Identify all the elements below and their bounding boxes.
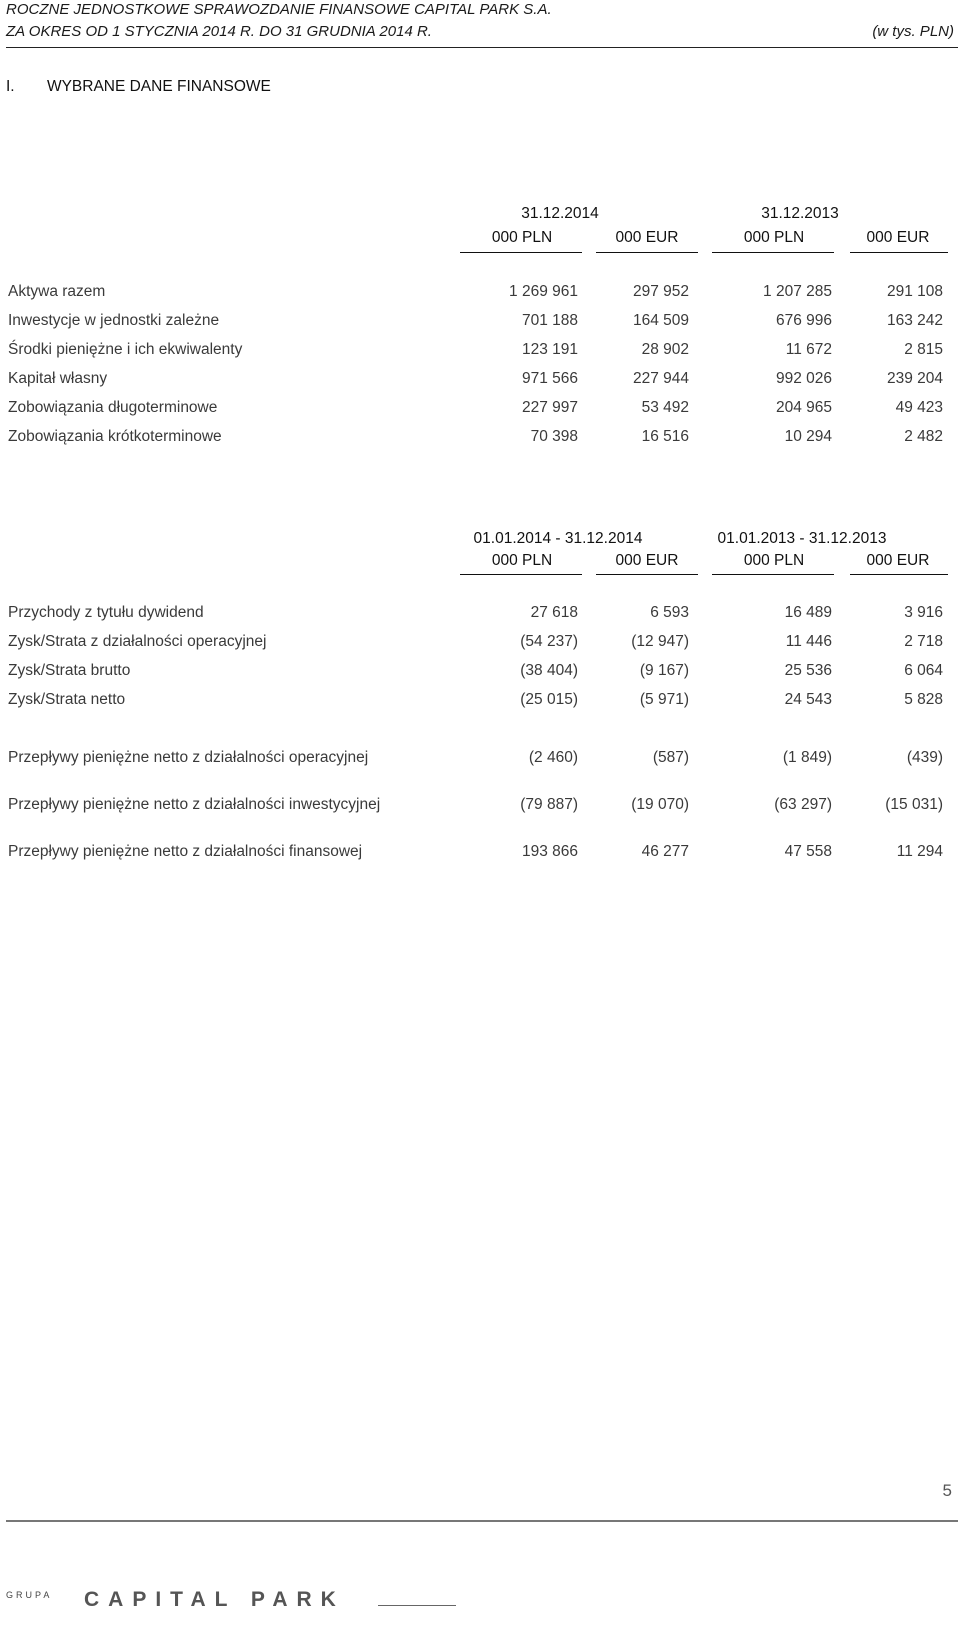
t1-period-2014: 31.12.2014 [521, 205, 599, 222]
value-eur-2013: 2 718 [904, 633, 943, 650]
value-eur-2014: (12 947) [631, 633, 689, 650]
value-pln-2014: (38 404) [520, 662, 578, 679]
value-pln-2014: (54 237) [520, 633, 578, 650]
value-pln-2013: (1 849) [782, 749, 832, 766]
row-label: Przychody z tytułu dywidend [8, 604, 204, 621]
table-row [0, 370, 960, 392]
row-label: Zysk/Strata netto [8, 691, 126, 708]
value-eur-2013: 163 242 [886, 312, 943, 329]
value-pln-2013: 204 965 [775, 399, 832, 416]
value-pln-2013: 11 446 [785, 633, 832, 650]
t2-underline-eur-2013 [850, 574, 948, 575]
value-eur-2013: 6 064 [904, 662, 943, 679]
t2-col-eur-2014: 000 EUR [615, 552, 679, 569]
value-pln-2013: 24 543 [784, 691, 832, 708]
value-eur-2014: 16 516 [641, 428, 689, 445]
value-pln-2013: 676 996 [775, 312, 832, 329]
row-label: Przepływy pieniężne netto z działalności operacyjnej [8, 749, 369, 766]
value-pln-2014: (2 460) [528, 749, 578, 766]
row-label: Zobowiązania krótkoterminowe [8, 428, 222, 445]
value-eur-2014: 227 944 [632, 370, 689, 387]
value-eur-2014: (19 070) [631, 796, 689, 813]
table-row [0, 341, 960, 363]
t2-underline-pln-2013 [712, 574, 834, 575]
table-row [0, 662, 960, 684]
table-row [0, 691, 960, 713]
value-eur-2013: (439) [906, 749, 943, 766]
value-eur-2013: (15 031) [885, 796, 943, 813]
value-pln-2013: 992 026 [775, 370, 832, 387]
table-row [0, 604, 960, 626]
t1-col-pln-2013: 000 PLN [743, 229, 805, 246]
value-eur-2014: 164 509 [632, 312, 689, 329]
t2-underline-eur-2014 [596, 574, 698, 575]
value-eur-2013: 11 294 [896, 843, 943, 860]
table-row [0, 283, 960, 305]
t2-col-eur-2013: 000 EUR [866, 552, 930, 569]
value-pln-2013: (63 297) [774, 796, 832, 813]
t1-underline-pln-2013 [712, 252, 834, 253]
value-eur-2013: 239 204 [886, 370, 943, 387]
value-eur-2014: 297 952 [632, 283, 689, 300]
t1-underline-eur-2014 [596, 252, 698, 253]
logo-main-text: CAPITAL PARK [84, 1588, 345, 1611]
report-title: ROCZNE JEDNOSTKOWE SPRAWOZDANIE FINANSOWE CAPITAL PARK S.A. [6, 1, 552, 18]
value-pln-2014: 123 191 [521, 341, 578, 358]
value-eur-2014: 53 492 [641, 399, 689, 416]
value-pln-2014: (25 015) [520, 691, 578, 708]
t1-period-2013: 31.12.2013 [761, 205, 839, 222]
t1-underline-pln-2014 [460, 252, 582, 253]
row-label: Kapitał własny [8, 370, 108, 387]
t1-underline-eur-2013 [850, 252, 948, 253]
section-number: I. [6, 78, 15, 95]
value-pln-2013: 25 536 [784, 662, 832, 679]
t2-period-2014: 01.01.2014 - 31.12.2014 [473, 530, 643, 547]
row-label: Przepływy pieniężne netto z działalności finansowej [8, 843, 363, 860]
currency-unit: (w tys. PLN) [872, 23, 954, 40]
footer-divider [6, 1520, 958, 1522]
value-eur-2014: (587) [652, 749, 689, 766]
value-pln-2014: (79 887) [520, 796, 578, 813]
t1-col-pln-2014: 000 PLN [491, 229, 553, 246]
value-pln-2013: 11 672 [785, 341, 832, 358]
value-eur-2013: 49 423 [895, 399, 943, 416]
report-period: ZA OKRES OD 1 STYCZNIA 2014 R. DO 31 GRUDNIA 2014 R. [6, 23, 432, 40]
value-eur-2013: 291 108 [886, 283, 943, 300]
row-label: Zobowiązania długoterminowe [8, 399, 218, 416]
value-pln-2013: 16 489 [784, 604, 832, 621]
value-eur-2014: (9 167) [639, 662, 689, 679]
table-row [0, 796, 960, 818]
t1-col-eur-2014: 000 EUR [615, 229, 679, 246]
row-label: Zysk/Strata z działalności operacyjnej [8, 633, 267, 650]
value-pln-2013: 1 207 285 [763, 283, 832, 300]
value-pln-2014: 193 866 [521, 843, 578, 860]
value-eur-2014: 6 593 [650, 604, 689, 621]
value-eur-2014: 46 277 [641, 843, 689, 860]
t1-col-eur-2013: 000 EUR [866, 229, 930, 246]
value-eur-2013: 3 916 [904, 604, 943, 621]
value-pln-2014: 227 997 [521, 399, 578, 416]
logo-line [378, 1605, 456, 1606]
value-pln-2014: 1 269 961 [509, 283, 578, 300]
row-label: Zysk/Strata brutto [8, 662, 131, 679]
value-eur-2013: 2 482 [904, 428, 943, 445]
value-eur-2013: 2 815 [904, 341, 943, 358]
header-divider [6, 47, 958, 48]
table-row [0, 633, 960, 655]
table-row [0, 749, 960, 771]
t2-period-2013: 01.01.2013 - 31.12.2013 [717, 530, 887, 547]
value-pln-2014: 27 618 [530, 604, 578, 621]
value-eur-2013: 5 828 [904, 691, 943, 708]
t2-col-pln-2013: 000 PLN [743, 552, 805, 569]
value-pln-2013: 47 558 [784, 843, 832, 860]
row-label: Środki pieniężne i ich ekwiwalenty [8, 341, 243, 358]
page-number: 5 [942, 1481, 952, 1500]
table-row [0, 312, 960, 334]
row-label: Przepływy pieniężne netto z działalności inwestycyjnej [8, 796, 381, 813]
table-row [0, 399, 960, 421]
t2-underline-pln-2014 [460, 574, 582, 575]
row-label: Aktywa razem [8, 283, 106, 300]
value-pln-2014: 701 188 [521, 312, 578, 329]
value-pln-2014: 971 566 [521, 370, 578, 387]
t2-col-pln-2014: 000 PLN [491, 552, 553, 569]
section-heading [6, 78, 271, 96]
section-title: WYBRANE DANE FINANSOWE [46, 78, 271, 95]
logo-grupa-text: GRUPA [6, 1590, 53, 1600]
table-row [0, 843, 960, 865]
value-pln-2014: 70 398 [530, 428, 578, 445]
value-pln-2013: 10 294 [784, 428, 832, 445]
row-label: Inwestycje w jednostki zależne [8, 312, 220, 329]
value-eur-2014: 28 902 [641, 341, 689, 358]
table-row [0, 428, 960, 450]
value-eur-2014: (5 971) [639, 691, 689, 708]
